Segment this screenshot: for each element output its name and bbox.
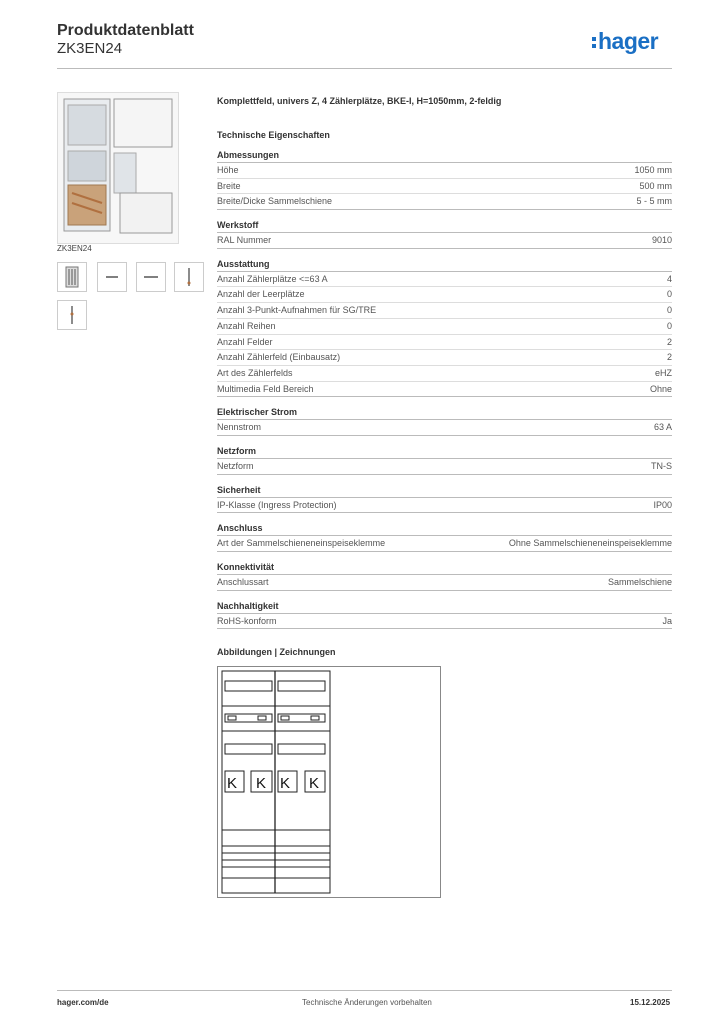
spec-row bbox=[217, 303, 672, 319]
spec-label: Anzahl Zählerfeld (Einbausatz) bbox=[217, 352, 341, 363]
spec-row bbox=[217, 420, 672, 436]
spec-label: RoHS-konform bbox=[217, 615, 277, 626]
header-divider bbox=[57, 68, 672, 69]
footer-divider bbox=[57, 990, 672, 991]
spec-group bbox=[217, 407, 672, 436]
spec-value: IP00 bbox=[653, 499, 672, 510]
spec-row bbox=[217, 233, 672, 249]
specification-content bbox=[217, 96, 672, 629]
spec-label: IP-Klasse (Ingress Protection) bbox=[217, 499, 337, 510]
spec-value: 2 bbox=[666, 336, 672, 347]
spec-row bbox=[217, 614, 672, 630]
drawings-heading: Abbildungen | Zeichnungen bbox=[217, 647, 336, 657]
spec-group bbox=[217, 150, 672, 210]
spec-group bbox=[217, 562, 672, 591]
thumbnail-product[interactable] bbox=[57, 262, 87, 292]
spec-group-title: Konnektivität bbox=[217, 562, 672, 575]
meter-label-2: K bbox=[256, 775, 267, 792]
spec-label: Anzahl Felder bbox=[217, 336, 273, 347]
spec-row bbox=[217, 287, 672, 303]
spec-row bbox=[217, 335, 672, 351]
spec-row bbox=[217, 272, 672, 288]
spec-label: Netzform bbox=[217, 460, 254, 471]
spec-group-title: Anschluss bbox=[217, 523, 672, 536]
thumbnail-part-1[interactable] bbox=[97, 262, 127, 292]
spec-label: Anzahl der Leerplätze bbox=[217, 289, 305, 300]
spec-row bbox=[217, 179, 672, 195]
spec-label: Anzahl Zählerplätze <=63 A bbox=[217, 273, 328, 284]
spec-label: Multimedia Feld Bereich bbox=[217, 383, 314, 394]
spec-value: eHZ bbox=[654, 367, 672, 378]
spec-group-title: Netzform bbox=[217, 446, 672, 459]
meter-label-1: K bbox=[227, 775, 238, 792]
product-title: Komplettfeld, univers Z, 4 Zählerplätze, BKE-I, H=1050mm, 2-feldig bbox=[217, 96, 502, 106]
spec-group bbox=[217, 485, 672, 514]
spec-group bbox=[217, 601, 672, 630]
spec-group bbox=[217, 446, 672, 475]
spec-group-title: Werkstoff bbox=[217, 220, 672, 233]
spec-group-title: Nachhaltigkeit bbox=[217, 601, 672, 614]
spec-label: Anzahl Reihen bbox=[217, 320, 276, 331]
spec-row bbox=[217, 319, 672, 335]
thumbnail-part-2[interactable] bbox=[136, 262, 166, 292]
spec-label: Höhe bbox=[217, 165, 239, 175]
product-photo bbox=[57, 92, 179, 244]
spec-row bbox=[217, 459, 672, 475]
spec-row bbox=[217, 382, 672, 398]
footer-notice: Technische Änderungen vorbehalten bbox=[302, 998, 432, 1007]
spec-group-title: Elektrischer Strom bbox=[217, 407, 672, 420]
spec-label: Breite/Dicke Sammelschiene bbox=[217, 196, 333, 207]
spec-value: TN-S bbox=[651, 460, 672, 471]
spec-value: Ohne bbox=[649, 383, 672, 394]
meter-label-4: K bbox=[309, 775, 320, 792]
spec-row bbox=[217, 163, 672, 179]
spec-label: Art des Zählerfelds bbox=[217, 367, 293, 378]
page-title: Produktdatenblatt bbox=[57, 22, 194, 39]
spec-label: Art der Sammelschieneneinspeiseklemme bbox=[217, 538, 386, 549]
spec-value: 9010 bbox=[651, 235, 672, 246]
spec-value: 500 mm bbox=[639, 180, 672, 191]
spec-value: 1050 mm bbox=[634, 165, 672, 175]
spec-value: 2 bbox=[666, 352, 672, 363]
spec-label: Breite bbox=[217, 180, 241, 191]
technical-properties-heading: Technische Eigenschaften bbox=[217, 130, 330, 140]
spec-row bbox=[217, 575, 672, 591]
technical-drawing bbox=[217, 666, 441, 898]
spec-row bbox=[217, 536, 672, 552]
thumbnail-part-4[interactable] bbox=[57, 300, 87, 330]
spec-group bbox=[217, 220, 672, 249]
spec-value: 5 - 5 mm bbox=[636, 196, 672, 207]
spec-label: RAL Nummer bbox=[217, 235, 272, 246]
spec-row bbox=[217, 366, 672, 382]
spec-value: 4 bbox=[666, 273, 672, 284]
footer-website[interactable]: hager.com/de bbox=[57, 998, 109, 1007]
spec-groups bbox=[217, 150, 672, 629]
spec-group bbox=[217, 523, 672, 552]
spec-label: Anschlussart bbox=[217, 577, 269, 587]
product-code: ZK3EN24 bbox=[57, 40, 123, 57]
photo-caption: ZK3EN24 bbox=[57, 244, 92, 253]
hager-logo: hager bbox=[592, 28, 658, 55]
spec-value: Ohne Sammelschieneneinspeiseklemme bbox=[508, 538, 672, 549]
spec-row bbox=[217, 350, 672, 366]
meter-label-3: K bbox=[280, 775, 291, 792]
spec-group bbox=[217, 259, 672, 398]
spec-value: 0 bbox=[666, 320, 672, 331]
spec-value: Sammelschiene bbox=[607, 577, 672, 587]
spec-value: 63 A bbox=[653, 422, 672, 433]
spec-label: Nennstrom bbox=[217, 422, 262, 433]
spec-value: Ja bbox=[662, 615, 672, 626]
thumbnail-part-3[interactable] bbox=[174, 262, 204, 292]
footer-date: 15.12.2025 bbox=[630, 998, 671, 1007]
spec-row bbox=[217, 498, 672, 514]
spec-row bbox=[217, 194, 672, 210]
spec-group-title: Abmessungen bbox=[217, 150, 672, 163]
spec-group-title: Sicherheit bbox=[217, 485, 672, 498]
spec-label: Anzahl 3-Punkt-Aufnahmen für SG/TRE bbox=[217, 305, 377, 316]
spec-group-title: Ausstattung bbox=[217, 259, 672, 272]
spec-value: 0 bbox=[666, 289, 672, 300]
spec-value: 0 bbox=[666, 305, 672, 316]
